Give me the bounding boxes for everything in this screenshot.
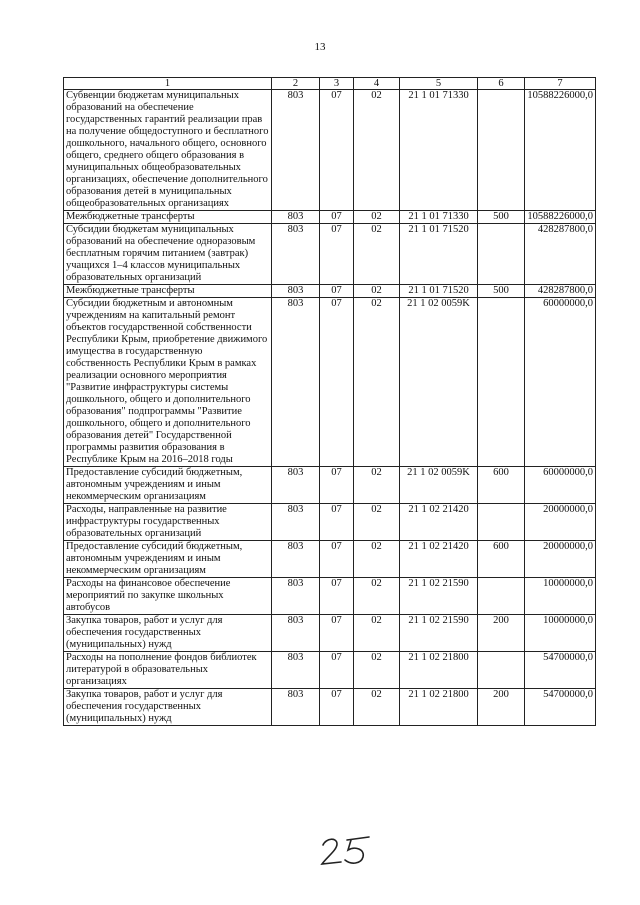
row-name: Расходы на пополнение фондов библиотек литературой в образовательных организациях: [64, 652, 272, 689]
table-row: [64, 90, 596, 211]
row-section: 07: [320, 504, 354, 541]
row-subsection: 02: [354, 578, 400, 615]
row-section: 07: [320, 652, 354, 689]
row-amount: 10000000,0: [525, 578, 596, 615]
row-name: Субвенции бюджетам муниципальных образований на обеспечение государственных гарантий реализации прав на получение общедоступного и бесплатного дошкольного, начального общего, основного общего, среднего общего образования в муниципальных общеобразовательных организациях, обеспечение дополнительного образования детей в муниципальных общеобразовательных организациях: [64, 90, 272, 211]
row-name: Субсидии бюджетам муниципальных образований на обеспечение одноразовым бесплатным горячим питанием (завтрак) учащихся 1–4 классов муниципальных образовательных организаций: [64, 224, 272, 285]
row-name: Межбюджетные трансферты: [64, 211, 272, 224]
row-type: 600: [478, 467, 525, 504]
column-header: 7: [525, 78, 596, 90]
row-name: Закупка товаров, работ и услуг для обеспечения государственных (муниципальных) нужд: [64, 689, 272, 726]
row-section: 07: [320, 467, 354, 504]
row-subsection: 02: [354, 298, 400, 467]
row-ministry: 803: [272, 285, 320, 298]
column-header: 2: [272, 78, 320, 90]
row-section: 07: [320, 689, 354, 726]
row-amount: 20000000,0: [525, 504, 596, 541]
row-section: 07: [320, 578, 354, 615]
table-row: [64, 504, 596, 541]
table-row: [64, 578, 596, 615]
row-name: Закупка товаров, работ и услуг для обеспечения государственных (муниципальных) нужд: [64, 615, 272, 652]
row-ministry: 803: [272, 467, 320, 504]
row-ministry: 803: [272, 90, 320, 211]
row-target: 21 1 02 21420: [400, 541, 478, 578]
row-target: 21 1 02 21800: [400, 689, 478, 726]
row-amount: 428287800,0: [525, 285, 596, 298]
row-target: 21 1 01 71330: [400, 90, 478, 211]
row-ministry: 803: [272, 689, 320, 726]
row-type: [478, 224, 525, 285]
budget-table: [63, 77, 596, 726]
row-section: 07: [320, 90, 354, 211]
row-ministry: 803: [272, 504, 320, 541]
row-target: 21 1 02 21590: [400, 578, 478, 615]
table-row: [64, 541, 596, 578]
row-section: 07: [320, 298, 354, 467]
row-subsection: 02: [354, 541, 400, 578]
row-section: 07: [320, 541, 354, 578]
table-row: [64, 615, 596, 652]
row-amount: 20000000,0: [525, 541, 596, 578]
row-name: Субсидии бюджетным и автономным учреждениям на капитальный ремонт объектов государственной собственности Республики Крым, приобретение движимого имущества в государственную собственность Республики Крым в рамках реализации основного мероприятия "Развитие инфраструктуры системы дошкольного, общего и дополнительного образования" подпрограммы "Развитие дошкольного, общего и дополнительного образования детей" Государственной программы развития образования в Республике Крым на 2016–2018 годы: [64, 298, 272, 467]
table-row: [64, 652, 596, 689]
column-header: 1: [64, 78, 272, 90]
row-section: 07: [320, 211, 354, 224]
column-header: 6: [478, 78, 525, 90]
row-subsection: 02: [354, 90, 400, 211]
row-section: 07: [320, 285, 354, 298]
table-row: [64, 224, 596, 285]
row-target: 21 1 02 21420: [400, 504, 478, 541]
row-subsection: 02: [354, 504, 400, 541]
row-type: [478, 298, 525, 467]
row-subsection: 02: [354, 467, 400, 504]
row-amount: 10588226000,0: [525, 211, 596, 224]
row-type: 200: [478, 689, 525, 726]
row-target: 21 1 02 0059K: [400, 298, 478, 467]
row-amount: 54700000,0: [525, 652, 596, 689]
row-section: 07: [320, 615, 354, 652]
row-amount: 60000000,0: [525, 467, 596, 504]
handwritten-signature: [317, 833, 377, 869]
row-target: 21 1 02 21800: [400, 652, 478, 689]
row-subsection: 02: [354, 211, 400, 224]
row-ministry: 803: [272, 224, 320, 285]
row-subsection: 02: [354, 652, 400, 689]
column-header: 3: [320, 78, 354, 90]
row-ministry: 803: [272, 298, 320, 467]
row-type: 500: [478, 211, 525, 224]
row-target: 21 1 01 71520: [400, 224, 478, 285]
row-target: 21 1 01 71330: [400, 211, 478, 224]
row-subsection: 02: [354, 689, 400, 726]
row-subsection: 02: [354, 285, 400, 298]
row-ministry: 803: [272, 652, 320, 689]
row-subsection: 02: [354, 224, 400, 285]
row-type: 600: [478, 541, 525, 578]
row-type: [478, 90, 525, 211]
row-amount: 54700000,0: [525, 689, 596, 726]
row-amount: 60000000,0: [525, 298, 596, 467]
row-section: 07: [320, 224, 354, 285]
row-type: 200: [478, 615, 525, 652]
row-type: [478, 652, 525, 689]
row-target: 21 1 02 21590: [400, 615, 478, 652]
row-amount: 10588226000,0: [525, 90, 596, 211]
row-subsection: 02: [354, 615, 400, 652]
row-name: Расходы на финансовое обеспечение мероприятий по закупке школьных автобусов: [64, 578, 272, 615]
row-type: 500: [478, 285, 525, 298]
row-type: [478, 578, 525, 615]
column-header: 4: [354, 78, 400, 90]
table-row: [64, 298, 596, 467]
column-header: 5: [400, 78, 478, 90]
table-row: [64, 211, 596, 224]
row-ministry: 803: [272, 578, 320, 615]
row-ministry: 803: [272, 541, 320, 578]
row-ministry: 803: [272, 211, 320, 224]
row-name: Межбюджетные трансферты: [64, 285, 272, 298]
row-name: Расходы, направленные на развитие инфраструктуры государственных образовательных организаций: [64, 504, 272, 541]
table-row: [64, 285, 596, 298]
header-row: [64, 78, 596, 90]
row-amount: 428287800,0: [525, 224, 596, 285]
row-ministry: 803: [272, 615, 320, 652]
page-number: 13: [314, 41, 326, 53]
row-target: 21 1 02 0059K: [400, 467, 478, 504]
row-target: 21 1 01 71520: [400, 285, 478, 298]
row-name: Предоставление субсидий бюджетным, автономным учреждениям и иным некоммерческим организациям: [64, 541, 272, 578]
table-row: [64, 467, 596, 504]
table-row: [64, 689, 596, 726]
row-amount: 10000000,0: [525, 615, 596, 652]
row-name: Предоставление субсидий бюджетным, автономным учреждениям и иным некоммерческим организациям: [64, 467, 272, 504]
row-type: [478, 504, 525, 541]
